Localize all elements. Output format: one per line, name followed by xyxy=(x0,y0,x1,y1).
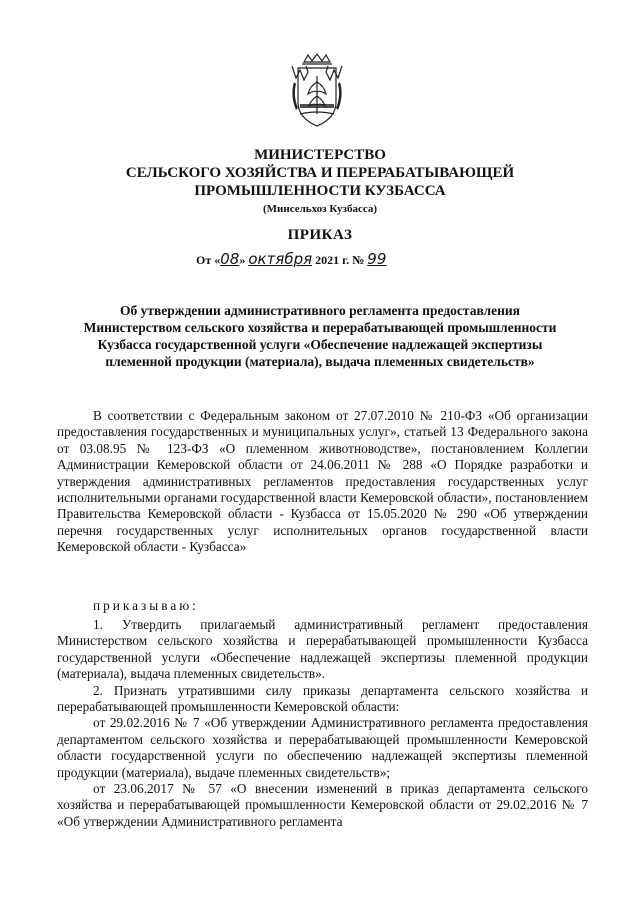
order-number: 99 xyxy=(367,250,387,268)
title-line-3: Кузбасса государственной услуги «Обеспечение надлежащей экспертизы xyxy=(97,337,543,352)
title-line-1: Об утверждении административного регламента предоставления xyxy=(120,303,520,318)
ministry-header-line1: МИНИСТЕРСТВО xyxy=(254,147,386,163)
preamble-text: В соответствии с Федеральным законом от 27.07.2010 № 210-ФЗ «Об организации предоставления государственных и муниципальных услуг», статьей 13 Федерального закона от 03.08.95 № 123-ФЗ «О племенном животноводстве», постановлением Коллегии Администрации Кемеровской области от 24.06.2011 № 288 «О Порядке разработки и утверждения административных регламентов предоставления государственных услуг исполнительными органами государственной власти Кемеровской области», постановлением Правительства Кемеровской области - Кузбасса от 15.05.2020 № 290 «Об утверждении перечня государственных услуг исполнительных органов государственной власти Кемеровской области - Кузбасса» xyxy=(57,408,588,555)
title-line-4: племенной продукции (материала), выдача племенных свидетельств» xyxy=(105,354,535,369)
date-prefix: От « xyxy=(196,253,221,267)
preamble xyxy=(57,408,588,556)
order-items xyxy=(57,617,588,830)
order-item-2b: от 23.06.2017 № 57 «О внесении изменений в приказ департамента сельского хозяйства и перерабатывающей промышленности Кемеровской области от 29.02.2016 № 7 «Об утверждении Административного регламента xyxy=(57,781,588,829)
order-date-line xyxy=(196,250,386,268)
date-mid: » xyxy=(239,253,246,267)
title-line-2: Министерством сельского хозяйства и перерабатывающей промышленности xyxy=(83,320,557,335)
order-word: приказываю: xyxy=(93,598,199,613)
ministry-short-name: (Минсельхоз Кузбасса) xyxy=(262,203,378,215)
ministry-header-line3: ПРОМЫШЛЕННОСТИ КУЗБАССА xyxy=(194,183,446,199)
order-item-2: 2. Признать утратившими силу приказы департамента сельского хозяйства и перерабатывающей промышленности Кемеровской области: xyxy=(57,682,588,715)
document-type: ПРИКАЗ xyxy=(287,227,353,243)
date-year: 2021 г. № xyxy=(315,253,365,267)
date-month: октября xyxy=(248,250,313,268)
coat-of-arms-emblem xyxy=(286,52,348,130)
ministry-header-line2: СЕЛЬСКОГО ХОЗЯЙСТВА И ПЕРЕРАБАТЫВАЮЩЕЙ xyxy=(125,165,515,181)
date-day: 08 xyxy=(220,250,240,268)
order-item-1: 1. Утвердить прилагаемый административный регламент предоставления Министерством сельского хозяйства и перерабатывающей промышленности Кузбасса государственной услуги «Обеспечение надлежащей экспертизы племенной продукции (материала), выдача племенных свидетельств». xyxy=(57,617,588,682)
ministry-header xyxy=(0,146,640,200)
order-item-2a: от 29.02.2016 № 7 «Об утверждении Административного регламента предоставления департаментом сельского хозяйства и перерабатывающей промышленности Кемеровской области государственной услуги по обеспечению надлежащей экспертизы племенной продукции (материала), выдаче племенных свидетельств»; xyxy=(57,715,588,780)
order-title xyxy=(60,302,580,370)
